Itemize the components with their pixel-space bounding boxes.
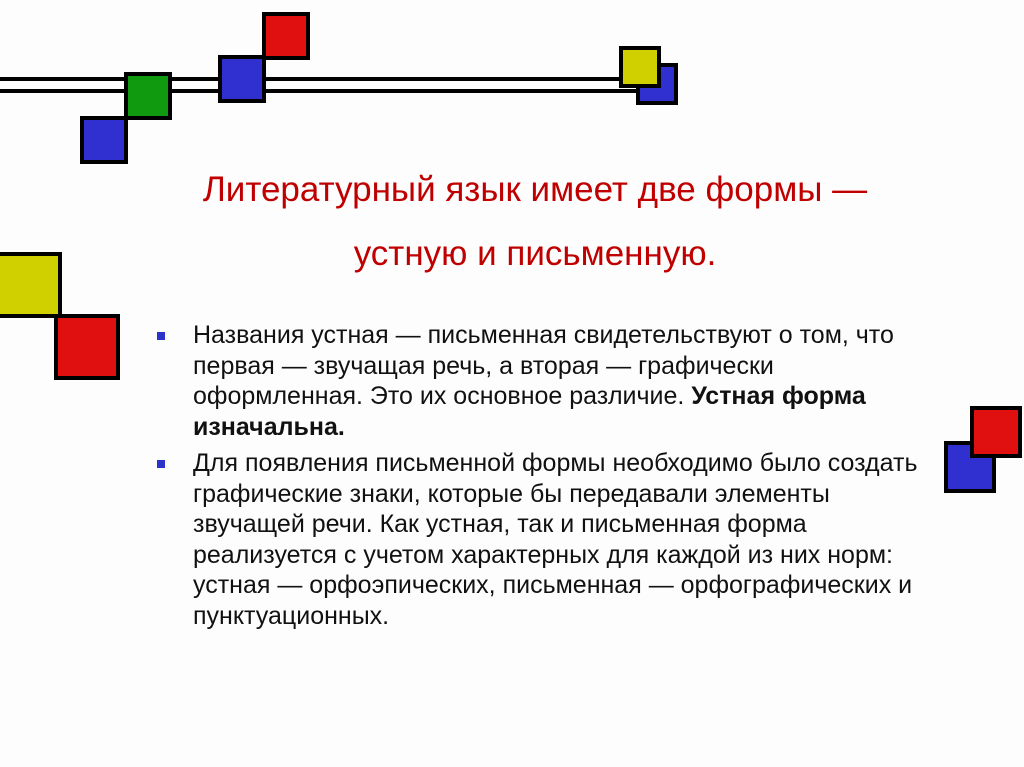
bullet-bold-text: Устная форма изначальна. — [193, 382, 866, 441]
slide-title-line-2: устную и письменную. — [353, 234, 717, 273]
bullet-text: Названия устная — письменная свидетельствуют о том, что первая — звучащая речь, а вторая — графически оформленная. Это их основное различие. — [193, 321, 894, 410]
red-square-decoration — [970, 406, 1022, 458]
blue-square-decoration — [80, 116, 128, 164]
square-bullet-icon — [157, 332, 165, 340]
bullet-item — [155, 448, 925, 631]
bullet-item — [155, 320, 925, 442]
slide-title — [150, 158, 920, 286]
yellow-square-decoration — [619, 46, 661, 88]
red-square-decoration — [262, 12, 310, 60]
top-rule-upper — [0, 77, 640, 81]
top-rule-lower — [0, 89, 640, 93]
bullet-list — [155, 320, 925, 637]
green-square-decoration — [124, 72, 172, 120]
square-bullet-icon — [157, 460, 165, 468]
slide-title-line-1: Литературный язык имеет две формы — — [202, 170, 868, 209]
bullet-text: Для появления письменной формы необходимо было создать графические знаки, которые бы передавали элементы звучащей речи. Как устная, так и письменная форма реализуется с учетом характерных для каждой из них норм: устная — орфоэпических, письменная — орфографических и пунктуационных. — [193, 449, 918, 630]
red-square-decoration — [54, 314, 120, 380]
blue-square-decoration — [218, 55, 266, 103]
yellow-square-decoration — [0, 252, 62, 318]
